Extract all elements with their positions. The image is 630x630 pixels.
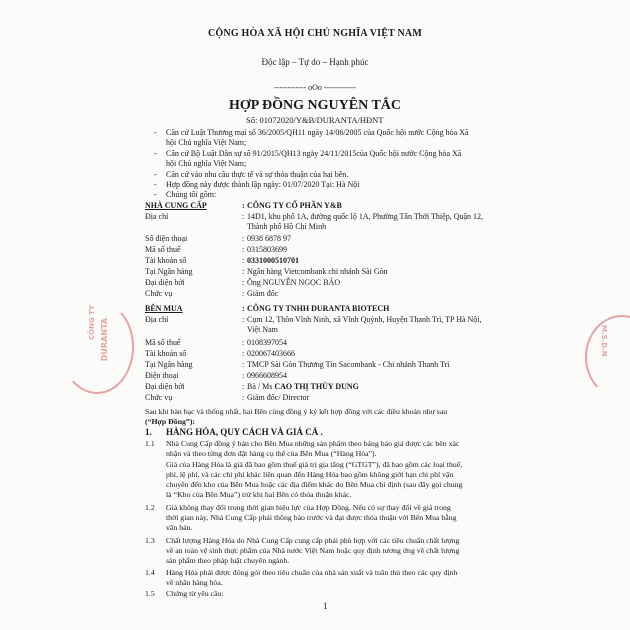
clause-line: phí, lệ phí, và các chi phí khác liên quan đến Hàng Hóa bao gồm không giới hạn chi phí vận [166,470,454,479]
buyer-position: Giám đốc/ Director [247,393,310,402]
seal-fragment: DURANTA [100,318,109,362]
seller-position: Giám đốc [247,289,279,298]
seal-ring [60,300,134,394]
colon: : [242,278,245,287]
seller-phone: 0938 6878 97 [247,234,291,243]
clause-line: văn bản. [166,523,193,532]
seller-tax-label: Mã số thuế [145,245,181,254]
clause-number: 1.1 [145,439,155,448]
buyer-heading: BÊN MUA [145,304,183,313]
intro-line: (“Hợp Đồng”): [145,417,196,426]
colon: : [242,234,245,243]
seller-bank: Ngân hàng Vietcombank chi nhánh Sài Gòn [247,267,388,276]
list-item: hội Chủ nghĩa Việt Nam; [166,138,247,147]
clause-number: 1.4 [145,568,155,577]
colon: : [242,315,245,324]
clause-number: 1.2 [145,503,155,512]
buyer-address-line2: Việt Nam [247,325,278,334]
buyer-bank-label: Tại Ngân hàng [145,360,193,369]
seller-phone-label: Số điện thoại [145,234,188,243]
seller-rep: Ông NGUYỄN NGỌC BẢO [247,278,341,287]
list-item: - Căn cứ Luật Thương mại số 36/2005/QH11 ngày 14/06/2005 của Quốc hội nước Cộng hòa Xã [154,128,469,137]
clause-line: Hàng Hóa phải được đóng gói theo tiêu chuẩn của nhà sản xuất và tuân thủ theo các quy định [166,568,458,577]
colon: : [242,267,245,276]
clause-line: Chất lượng Hàng Hóa do Nhà Cung Cấp cung cấp phải phù hợp với các tiêu chuẩn chất lượng [166,536,460,545]
colon: : [242,304,245,313]
buyer-position-label: Chức vụ [145,393,173,402]
colon: : [242,256,245,265]
buyer-account: 020067403666 [247,349,295,358]
seller-address-line2: Thành phố Hồ Chí Minh [247,222,327,231]
colon: : [242,349,245,358]
buyer-tax: 0108397054 [247,338,287,347]
colon: : [242,201,245,210]
clause-line: Giá của Hàng Hóa là giá đã bao gồm thuế giá trị gia tăng (“GTGT”), đã bao gồm các loại thuế, [166,460,463,469]
section-title: HÀNG HÓA, QUY CÁCH VÀ GIÁ CẢ . [166,427,323,437]
buyer-tax-label: Mã số thuế [145,338,181,347]
list-item: - Chúng tôi gồm: [154,190,217,199]
clause-line: sản phẩm theo pháp luật chuyên ngành. [166,556,290,565]
buyer-phone-label: Điện thoại [145,371,179,380]
clause-line: Chứng từ yêu cầu: [166,589,224,598]
colon: : [242,212,245,221]
buyer-rep-label: Đại diện bởi [145,382,185,391]
colon: : [242,245,245,254]
seller-heading: NHÀ CUNG CẤP [145,201,207,210]
seller-bank-label: Tại Ngân hàng [145,267,193,276]
separator: ------------ oOo ------------ [274,83,356,92]
colon: : [242,371,245,380]
buyer-phone: 0966608954 [247,371,287,380]
clause-line: về nhãn hàng hóa. [166,578,223,587]
seal-fragment: CÔNG TY [88,305,96,340]
motto: Độc lập – Tự do – Hạnh phúc [261,57,369,67]
clause-line: chuyển đến kho của Bên Mua hoặc các địa điểm khác do Bên Mua chỉ định (sau đây gọi chung [166,480,463,489]
list-item: - Căn cứ vào nhu cầu thực tế và sự thỏa thuận của hai bên. [154,170,349,179]
seller-address-line1: 14D1, khu phố 1A, đường quốc lộ 1A, Phường Tân Thới Thiệp, Quận 12, [247,212,484,221]
seller-account: 0331000510701 [247,256,299,265]
colon: : [242,393,245,402]
colon: : [242,338,245,347]
seal-fragment: M.S.D.N [600,325,608,357]
clause-number: 1.5 [145,589,155,598]
buyer-rep: Bà / Ms CAO THỊ THÙY DUNG [247,382,359,391]
buyer-name: CÔNG TY TNHH DURANTA BIOTECH [247,304,390,313]
buyer-address-line1: Cụm 12, Thôn Vĩnh Ninh, xã Vĩnh Quỳnh, Huyện Thanh Trì, TP Hà Nội, [247,315,482,324]
seller-name: CÔNG TY CỔ PHẦN Y&B [247,201,342,210]
seller-tax: 0315803699 [247,245,287,254]
section-number: 1. [145,427,152,437]
clause-line: về an toàn vệ sinh thực phẩm của Nhà nước Việt Nam hoặc quy định tương ứng về chất lượng [166,546,460,555]
clause-line: Nhà Cung Cấp đồng ý bán cho Bên Mua những sản phẩm theo bảng báo giá được các bên xác [166,439,460,448]
country-header: CỘNG HÒA XÃ HỘI CHỦ NGHĨA VIỆT NAM [208,28,422,39]
buyer-account-label: Tài khoản số [145,349,187,358]
list-item: - Căn cứ Bộ Luật Dân sự số 91/2015/QH13 ngày 24/11/2015của Quốc hội nước Cộng hòa Xã [154,149,462,158]
intro-line: Sau khi bàn bạc và thống nhất, hai Bên cùng đồng ý ký kết hợp đồng với các điều khoản như sau [145,407,448,416]
list-item: hội Chủ nghĩa Việt Nam; [166,159,247,168]
page-number: 1 [323,601,328,611]
colon: : [242,360,245,369]
buyer-address-label: Địa chỉ [145,315,169,324]
list-item: - Hợp đồng này được thành lập ngày: 01/07/2020 Tại: Hà Nội [154,180,360,189]
clause-line: nhận và theo từng đơn đặt hàng cụ thể của Bên Mua (“Hàng Hóa”). [166,449,377,458]
colon: : [242,382,245,391]
seller-account-label: Tài khoản số [145,256,187,265]
seller-address-label: Địa chỉ [145,212,169,221]
clause-line: Giá không thay đổi trong thời gian hiệu lực của Hợp Đồng. Nếu có sự thay đổi về giá trong [166,503,451,512]
document-title: HỢP ĐỒNG NGUYÊN TẮC [228,98,402,113]
clause-number: 1.3 [145,536,155,545]
seller-rep-label: Đại diện bởi [145,278,185,287]
clause-line: là “Kho của Bên Mua”) trừ khi hai Bên có thỏa thuận khác. [166,490,352,499]
colon: : [242,289,245,298]
clause-line: thời gian này, Nhà Cung Cấp phải thông báo trước và đạt được thỏa thuận với Bên Mua bằng [166,513,457,522]
buyer-bank: TMCP Sài Gòn Thương Tín Sacombank - Chi nhánh Thanh Trì [247,360,450,369]
contract-number: Số: 01072020/Y&B/DURANTA/HĐNT [246,115,384,125]
seller-position-label: Chức vụ [145,289,173,298]
